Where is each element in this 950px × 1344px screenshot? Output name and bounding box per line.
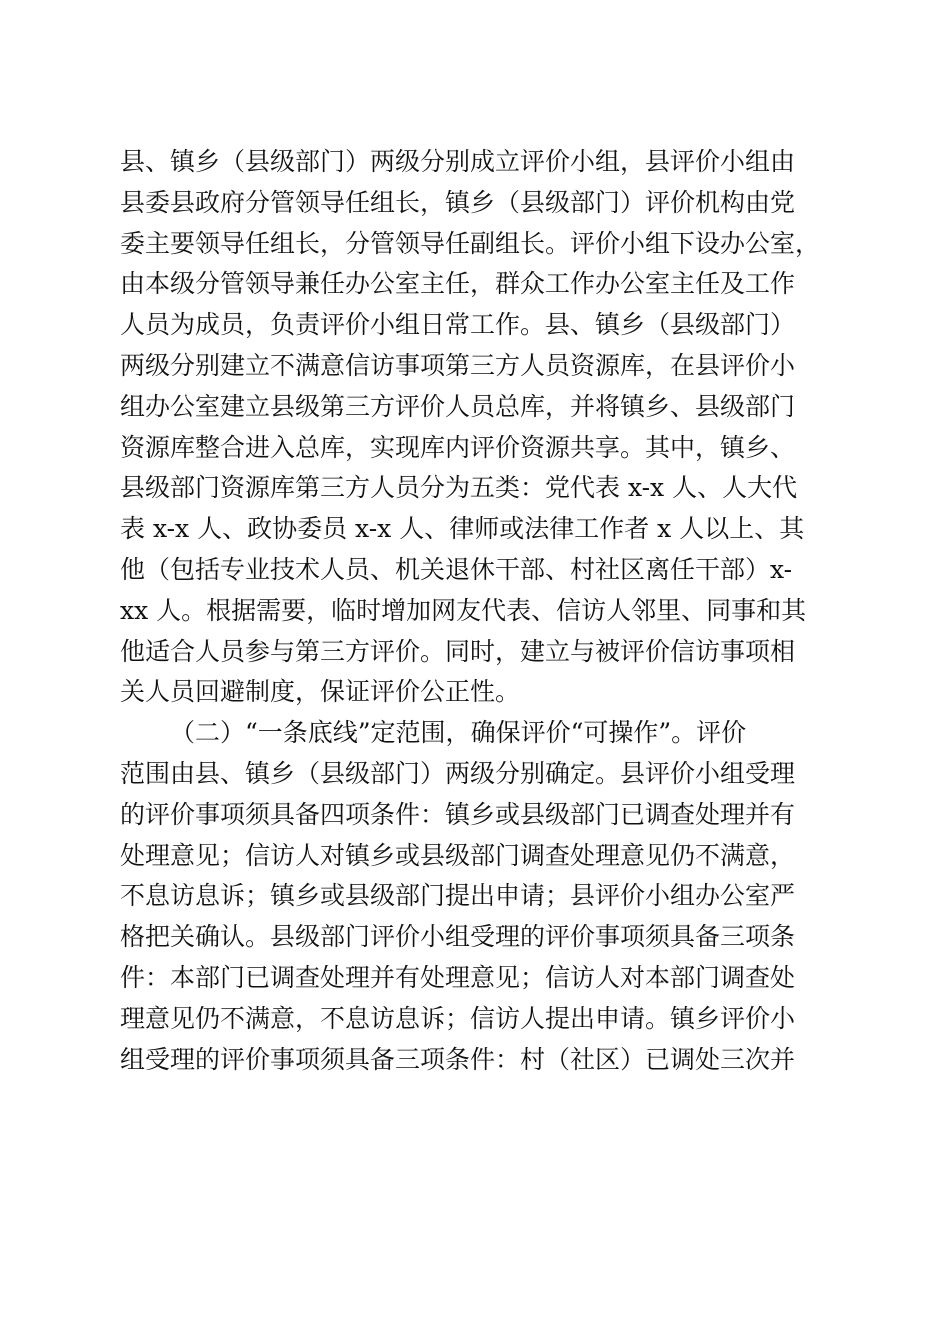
- text-line: 资源库整合进入总库，实现库内评价资源共享。其中，镇乡、: [120, 432, 796, 462]
- text-line: 县级部门资源库第三方人员分为五类：党代表 x-x 人、人大代: [120, 473, 798, 503]
- text-line: 不息访息诉；镇乡或县级部门提出申请；县评价小组办公室严: [120, 881, 796, 911]
- text-line: 组办公室建立县级第三方评价人员总库，并将镇乡、县级部门: [120, 391, 796, 421]
- text-line: 组受理的评价事项须具备三项条件：村（社区）已调处三次并: [120, 1044, 796, 1074]
- text-line: 人员为成员，负责评价小组日常工作。县、镇乡（县级部门）: [120, 310, 796, 340]
- text-line: 的评价事项须具备四项条件：镇乡或县级部门已调查处理并有: [120, 799, 796, 829]
- text-line: 关人员回避制度，保证评价公正性。: [120, 677, 521, 707]
- text-line: 件：本部门已调查处理并有处理意见；信访人对本部门调查处: [120, 962, 796, 992]
- text-line: xx 人。根据需要，临时增加网友代表、信访人邻里、同事和其: [120, 595, 807, 625]
- text-line: 县、镇乡（县级部门）两级分别成立评价小组，县评价小组由: [120, 147, 796, 176]
- text-line: 理意见仍不满意，不息访息诉；信访人提出申请。镇乡评价小: [120, 1003, 796, 1033]
- text-line: 范围由县、镇乡（县级部门）两级分别确定。县评价小组受理: [120, 758, 796, 788]
- text-line: 格把关确认。县级部门评价小组受理的评价事项须具备三项条: [120, 922, 796, 952]
- text-line: 县委县政府分管领导任组长，镇乡（县级部门）评价机构由党: [120, 187, 796, 217]
- section-heading-line: （二）“一条底线”定范围，确保评价“可操作”。评价: [170, 718, 747, 748]
- text-line: 他（包括专业技术人员、机关退休干部、村社区离任干部）x-: [120, 554, 793, 584]
- text-line: 两级分别建立不满意信访事项第三方人员资源库，在县评价小: [120, 350, 796, 380]
- text-line: 他适合人员参与第三方评价。同时，建立与被评价信访事项相: [120, 636, 796, 666]
- text-line: 处理意见；信访人对镇乡或县级部门调查处理意见仍不满意，: [120, 840, 796, 870]
- text-line: 委主要领导任组长，分管领导任副组长。评价小组下设办公室，: [120, 228, 821, 258]
- text-line: 表 x-x 人、政协委员 x-x 人、律师或法律工作者 x 人以上、其: [120, 514, 805, 544]
- document-body: [120, 142, 832, 1080]
- text-line: 由本级分管领导兼任办公室主任，群众工作办公室主任及工作: [120, 269, 796, 299]
